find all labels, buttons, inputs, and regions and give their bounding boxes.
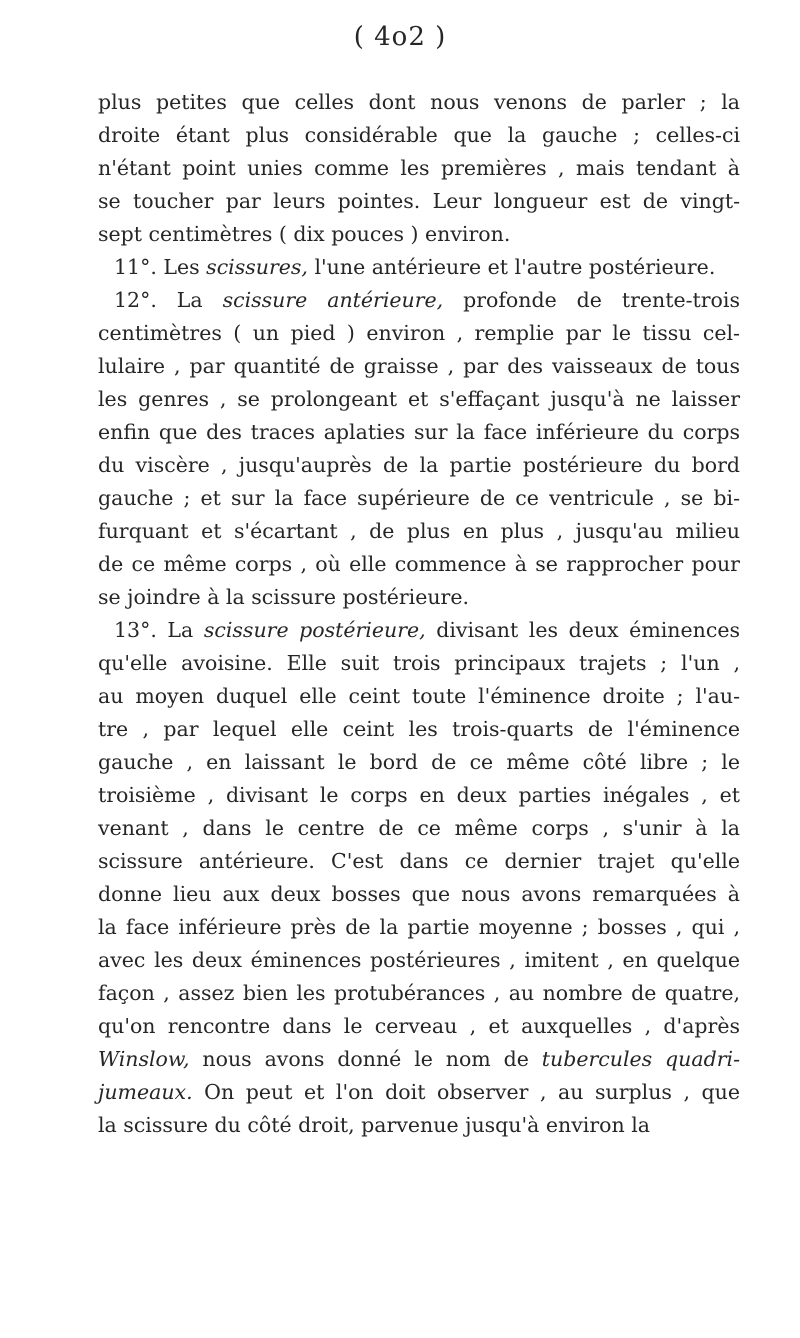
- text-line: avec les deux éminences postérieures , imitent , en quelque: [98, 948, 740, 972]
- text-line: gauche , en laissant le bord de ce même côté libre ; le: [98, 750, 740, 774]
- text-line: droite étant plus considérable que la gauche ; celles-ci: [98, 123, 740, 147]
- text-line: se joindre à la scissure postérieure.: [98, 585, 469, 609]
- author-name-italic: Winslow,: [98, 1047, 190, 1071]
- text-line: lulaire , par quantité de graisse , par des vaisseaux de tous: [98, 354, 740, 378]
- text-line: qu'on rencontre dans le cerveau , et auxquelles , d'après: [98, 1014, 740, 1038]
- text-line: venant , dans le centre de ce même corps , s'unir à la: [98, 816, 740, 840]
- text-line: centimètres ( un pied ) environ , remplie par le tissu cel-: [98, 321, 740, 345]
- text-line: [98, 1076, 740, 1109]
- section-11-line: [98, 251, 740, 284]
- text-line: façon , assez bien les protubérances , au nombre de quatre,: [98, 981, 740, 1005]
- text-line: troisième , divisant le corps en deux parties inégales , et: [98, 783, 740, 807]
- term-italic: jumeaux.: [98, 1080, 193, 1104]
- text-line: au moyen duquel elle ceint toute l'éminence droite ; l'au-: [98, 684, 740, 708]
- text-line: [98, 1043, 740, 1076]
- text-span: On peut et l'on doit observer , au surplus , que: [192, 1080, 740, 1104]
- text-line: n'étant point unies comme les premières , mais tendant à: [98, 156, 740, 180]
- page-number: ( 4o2 ): [353, 22, 447, 52]
- text-line: sept centimètres ( dix pouces ) environ.: [98, 222, 511, 246]
- text-line: enfin que des traces aplaties sur la face inférieure du corps: [98, 420, 740, 444]
- text-line: la face inférieure près de la partie moyenne ; bosses , qui ,: [98, 915, 740, 939]
- section-13-line: [98, 614, 740, 647]
- term-italic: scissure postérieure,: [203, 618, 426, 642]
- text-line: furquant et s'écartant , de plus en plus , jusqu'au milieu: [98, 519, 740, 543]
- text-line: la scissure du côté droit, parvenue jusqu'à environ la: [98, 1113, 650, 1137]
- term-italic: scissures,: [206, 255, 308, 279]
- text-line: qu'elle avoisine. Elle suit trois principaux trajets ; l'un ,: [98, 651, 740, 675]
- section-number: 11°. Les: [114, 255, 200, 279]
- text-span: l'une antérieure et l'autre postérieure.: [307, 255, 716, 279]
- term-italic: tubercules quadri-: [541, 1047, 741, 1071]
- text-line: plus petites que celles dont nous venons de parler ; la: [98, 90, 740, 114]
- text-line: donne lieu aux deux bosses que nous avons remarquées à: [98, 882, 740, 906]
- text-span: divisant les deux éminences: [425, 618, 740, 642]
- text-line: de ce même corps , où elle commence à se rapprocher pour: [98, 552, 740, 576]
- section-number: 13°. La: [114, 618, 194, 642]
- term-italic: scissure antérieure,: [222, 288, 444, 312]
- section-12-line: [98, 284, 740, 317]
- text-span: profonde de trente-trois: [443, 288, 740, 312]
- text-line: se toucher par leurs pointes. Leur longueur est de vingt-: [98, 189, 740, 213]
- text-line: les genres , se prolongeant et s'effaçant jusqu'à ne laisser: [98, 387, 740, 411]
- text-line: tre , par lequel elle ceint les trois-quarts de l'éminence: [98, 717, 740, 741]
- text-span: nous avons donné le nom de: [189, 1047, 542, 1071]
- text-line: gauche ; et sur la face supérieure de ce ventricule , se bi-: [98, 486, 740, 510]
- section-number: 12°. La: [114, 288, 203, 312]
- text-line: scissure antérieure. C'est dans ce dernier trajet qu'elle: [98, 849, 740, 873]
- text-line: du viscère , jusqu'auprès de la partie postérieure du bord: [98, 453, 740, 477]
